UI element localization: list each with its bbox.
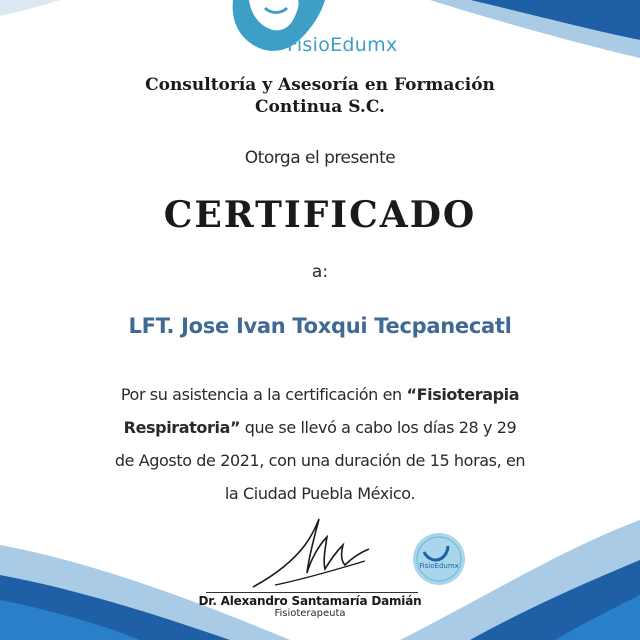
certificate-body [90, 378, 550, 510]
signature-scribble [245, 515, 375, 595]
signature-line [206, 592, 418, 593]
body-line-4: la Ciudad Puebla México. [224, 484, 416, 503]
seal-stamp [412, 532, 466, 586]
brand-name: FisioEdumx [287, 34, 398, 56]
course-name-cont: Respiratoria” [123, 418, 241, 437]
body-line-1 [90, 378, 550, 411]
body-text: que se llevó a cabo los días 28 y 29 [240, 418, 517, 437]
seal-brand: FisioEdumx [419, 562, 459, 570]
body-text: Por su asistencia a la certificación en [120, 385, 407, 404]
body-line-3: de Agosto de 2021, con una duración de 15 horas, en [114, 451, 526, 470]
organization-line-2: Continua S.C. [255, 97, 385, 117]
brand-logo [225, 0, 425, 62]
organization-line-1: Consultoría y Asesoría en Formación [145, 75, 495, 95]
body-line-2 [90, 411, 550, 444]
organization-name [100, 74, 540, 118]
signer-role: Fisioterapeuta [274, 608, 346, 619]
course-name: “Fisioterapia [406, 385, 520, 404]
certificate-title: CERTIFICADO [163, 194, 477, 236]
signer-name: Dr. Alexandro Santamaría Damián [198, 594, 422, 608]
recipient-name: LFT. Jose Ivan Toxqui Tecpanecatl [128, 314, 512, 338]
intro-text: Otorga el presente [244, 148, 396, 168]
recipient-label: a: [311, 262, 329, 282]
